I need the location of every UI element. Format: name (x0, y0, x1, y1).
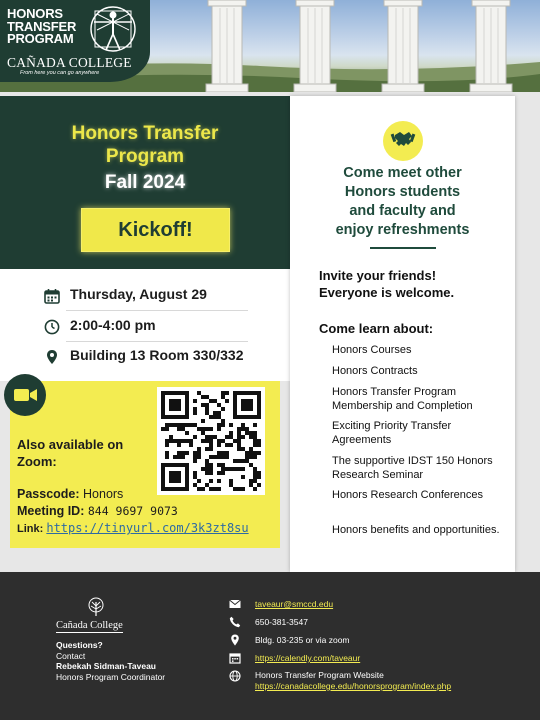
event-title-line-1: Honors Transfer (71, 123, 219, 144)
divider (66, 341, 248, 342)
contact-label: Contact (56, 650, 86, 661)
card-headline-line-3: and faculty and (349, 203, 456, 219)
handshake-badge (383, 121, 423, 161)
location-pin-icon (229, 634, 241, 646)
footer-contact (56, 640, 216, 682)
topic-item: Honors benefits and opportunities. (332, 524, 500, 536)
kickoff-badge: Kickoff! (81, 208, 230, 252)
zoom-availability-line-2: Zoom: (17, 454, 57, 469)
handshake-icon (383, 121, 423, 161)
logo-college-name: CAÑADA COLLEGE (7, 55, 132, 70)
meeting-id-label: Meeting ID: (17, 504, 85, 518)
event-term: Fall 2024 (104, 172, 186, 193)
website-label: Honors Transfer Program Website (255, 670, 384, 680)
footer-office: Bldg. 03-235 or via zoom (255, 635, 350, 645)
topic-item: Honors Contracts (332, 365, 418, 377)
learn-heading: Come learn about: (319, 321, 434, 336)
footer-website (255, 670, 451, 692)
zoom-badge (4, 374, 46, 416)
contact-name: Rebekah Sidman-Taveau (56, 661, 156, 671)
globe-icon (229, 670, 241, 682)
zoom-link-url[interactable]: https://tinyurl.com/3k3zt8su (46, 521, 249, 535)
footer-phone-row (229, 616, 529, 630)
card-headline (300, 164, 505, 240)
location-pin-icon (44, 349, 60, 365)
event-time: 2:00-4:00 pm (70, 317, 156, 333)
meeting-id-value: 844 9697 9073 (87, 504, 178, 518)
college-tree-logo (86, 596, 106, 620)
event-date-row (44, 286, 269, 312)
questions-label: Questions? (56, 640, 103, 650)
footer-email-link[interactable]: taveaur@smccd.edu (255, 599, 334, 609)
vitruvian-man-icon (88, 4, 138, 54)
event-title-line-2: Program (105, 146, 185, 167)
topic-item: Honors Transfer Program Membership and Completion (332, 386, 473, 412)
footer-office-row (229, 634, 529, 648)
invite-text (319, 267, 509, 301)
footer-college-name: Cañada College (56, 620, 123, 631)
zoom-availability-line-1: Also available on (17, 437, 124, 452)
invite-line-2: Everyone is welcome. (319, 285, 455, 300)
card-headline-line-1: Come meet other (343, 165, 462, 181)
footer-email-row (229, 598, 529, 612)
header-banner (0, 0, 540, 92)
footer-website-link[interactable]: https://canadacollege.edu/honorsprogram/index.php (255, 681, 452, 691)
columns-illustration (150, 0, 540, 92)
event-location-row (44, 347, 269, 373)
card-headline-line-4: enjoy refreshments (335, 222, 470, 238)
logo-line-3: PROGRAM (7, 31, 74, 46)
video-camera-icon (4, 374, 46, 416)
topic-item: The supportive IDST 150 Honors Research Seminar (332, 455, 493, 481)
event-date: Thursday, August 29 (70, 286, 207, 302)
zoom-link (17, 521, 249, 535)
footer-calendly-row (229, 652, 529, 666)
mail-icon (229, 598, 241, 610)
qr-code-pattern (157, 387, 265, 495)
logo-tagline: From here you can go anywhere (20, 70, 100, 76)
link-label: Link: (17, 523, 44, 535)
passcode-value: Honors (83, 487, 124, 501)
footer-phone: 650-381-3547 (255, 617, 308, 627)
logo-line-2: TRANSFER (7, 18, 77, 34)
logo-wordmark (7, 8, 76, 46)
program-logo (0, 0, 150, 82)
clock-icon (44, 319, 60, 335)
event-location: Building 13 Room 330/332 (70, 347, 244, 363)
zoom-meeting-id (17, 504, 178, 518)
invite-line-1: Invite your friends! (319, 268, 437, 283)
logo-line-1: HONORS (7, 6, 63, 21)
phone-icon (229, 616, 241, 628)
calendar-icon (229, 652, 241, 664)
topic-item: Honors Courses (332, 344, 412, 356)
divider (66, 310, 248, 311)
calendar-icon (44, 288, 60, 304)
contact-role: Honors Program Coordinator (56, 671, 166, 682)
card-headline-line-2: Honors students (344, 184, 461, 200)
zoom-qr-code[interactable] (157, 387, 265, 495)
topic-item: Honors Research Conferences (332, 489, 484, 501)
card-divider (370, 247, 436, 249)
event-title (0, 122, 290, 168)
zoom-passcode (17, 487, 123, 501)
footer-calendly-link[interactable]: https://calendly.com/taveaur (255, 653, 361, 663)
topic-item: Exciting Priority Transfer Agreements (332, 420, 452, 446)
zoom-availability (17, 436, 147, 470)
passcode-label: Passcode: (17, 487, 80, 501)
event-time-row (44, 317, 269, 343)
